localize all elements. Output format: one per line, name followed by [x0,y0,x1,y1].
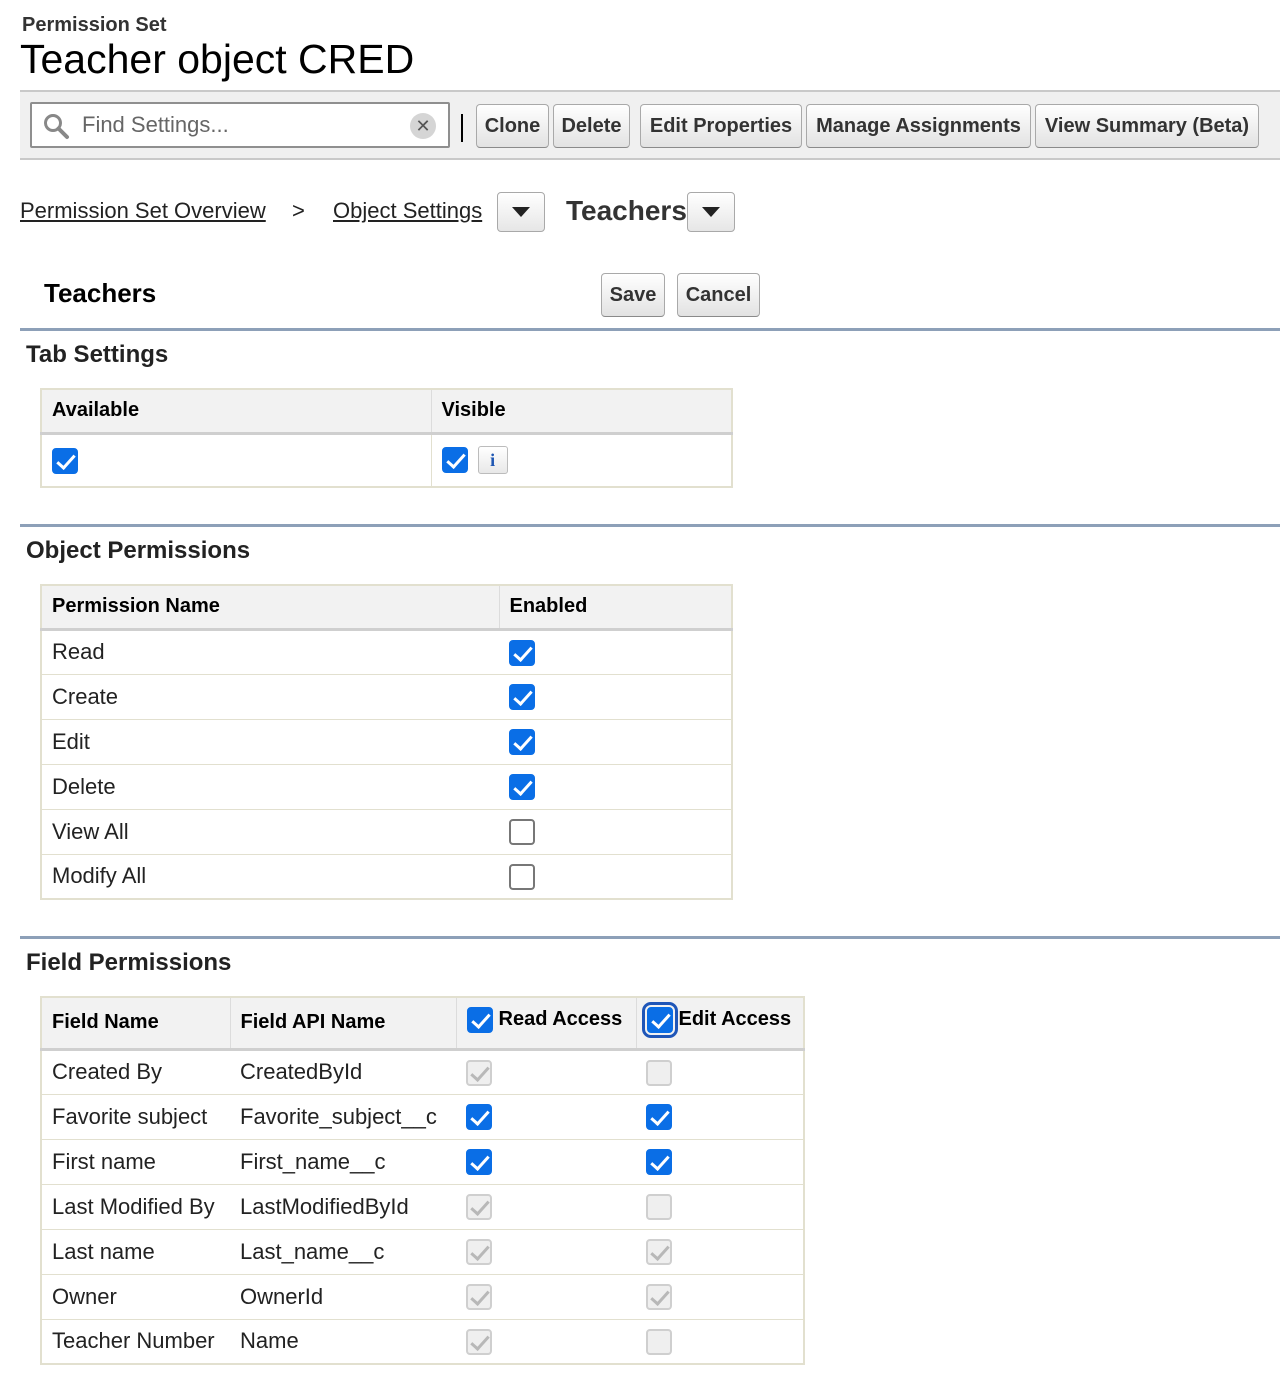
read-access-label: Read Access [498,1008,623,1031]
edit-access-checkbox [646,1284,672,1310]
enabled-cell [499,674,732,719]
enabled-checkbox[interactable] [509,684,535,710]
read-access-select-all-checkbox[interactable] [467,1007,493,1033]
delete-button[interactable]: Delete [553,104,630,148]
page-title: Teacher object CRED [20,36,415,82]
field-name: Owner [41,1274,230,1319]
edit-properties-button[interactable]: Edit Properties [640,104,802,148]
clear-search-icon[interactable]: ✕ [410,113,436,139]
edit-access-select-all-checkbox[interactable] [647,1007,673,1033]
table-row [41,1274,804,1319]
breadcrumb-separator: > [292,198,305,223]
field-name: Teacher Number [41,1319,230,1364]
edit-access-checkbox [646,1060,672,1086]
visible-checkbox[interactable] [442,447,468,473]
field-name: First name [41,1139,230,1184]
read-access-cell [456,1184,636,1229]
read-access-checkbox [466,1194,492,1220]
edit-access-cell [636,1184,804,1229]
cancel-button[interactable]: Cancel [677,273,760,317]
chevron-down-icon [512,207,530,217]
tab-settings-table [40,388,733,488]
manage-assignments-button[interactable]: Manage Assignments [806,104,1031,148]
table-row [41,1049,804,1094]
permission-name: Delete [41,764,499,809]
column-header-enabled: Enabled [499,585,732,629]
search-icon [42,112,70,140]
object-title: Teachers [44,278,157,308]
edit-access-cell [636,1094,804,1139]
clone-button[interactable]: Clone [476,104,549,148]
permission-name: Modify All [41,854,499,899]
read-access-checkbox [466,1060,492,1086]
column-header-permission-name: Permission Name [41,585,499,629]
field-name: Favorite subject [41,1094,230,1139]
table-row [41,1094,804,1139]
permission-name: Read [41,629,499,674]
enabled-checkbox[interactable] [509,640,535,666]
read-access-checkbox[interactable] [466,1104,492,1130]
read-access-cell [456,1049,636,1094]
field-permissions-heading: Field Permissions [26,949,232,976]
table-row [41,674,732,719]
read-access-checkbox[interactable] [466,1149,492,1175]
enabled-cell [499,629,732,674]
table-row [41,629,732,674]
table-row [41,1229,804,1274]
enabled-cell [499,764,732,809]
column-header-visible: Visible [431,389,732,433]
column-header-field-name: Field Name [41,997,230,1049]
edit-access-cell [636,1139,804,1184]
read-access-checkbox [466,1284,492,1310]
table-row [41,1139,804,1184]
breadcrumb [20,192,760,232]
breadcrumb-object-settings-link[interactable]: Object Settings [333,198,483,223]
object-settings-dropdown[interactable] [497,192,545,232]
enabled-checkbox[interactable] [509,729,535,755]
table-row [41,809,732,854]
column-header-edit-access [636,997,804,1049]
breadcrumb-current: Teachers [566,195,687,226]
toolbar [20,90,1280,160]
read-access-cell [456,1274,636,1319]
field-api-name: Name [230,1319,456,1364]
field-api-name: CreatedById [230,1049,456,1094]
read-access-cell [456,1139,636,1184]
field-name: Created By [41,1049,230,1094]
field-api-name: OwnerId [230,1274,456,1319]
table-row [41,764,732,809]
toolbar-divider [461,114,463,142]
available-cell [41,433,431,487]
section-divider [20,936,1280,939]
column-header-read-access [456,997,636,1049]
permission-name: View All [41,809,499,854]
page-subtitle: Permission Set [22,14,167,36]
table-row [41,854,732,899]
visible-cell [431,433,732,487]
edit-access-label: Edit Access [678,1008,792,1031]
enabled-cell [499,719,732,764]
table-row [41,719,732,764]
enabled-checkbox[interactable] [509,819,535,845]
edit-access-checkbox [646,1194,672,1220]
edit-access-checkbox[interactable] [646,1149,672,1175]
object-dropdown[interactable] [687,192,735,232]
edit-access-checkbox[interactable] [646,1104,672,1130]
field-api-name: First_name__c [230,1139,456,1184]
field-api-name: LastModifiedById [230,1184,456,1229]
chevron-down-icon [702,207,720,217]
column-header-field-api-name: Field API Name [230,997,456,1049]
tab-settings-heading: Tab Settings [26,341,169,368]
object-permissions-table [40,584,733,900]
breadcrumb-overview-link[interactable]: Permission Set Overview [20,198,266,223]
object-permissions-heading: Object Permissions [26,537,251,564]
read-access-checkbox [466,1239,492,1265]
field-name: Last name [41,1229,230,1274]
table-row [41,1184,804,1229]
read-access-checkbox [466,1329,492,1355]
edit-access-cell [636,1274,804,1319]
edit-access-cell [636,1229,804,1274]
field-api-name: Favorite_subject__c [230,1094,456,1139]
info-icon[interactable]: i [478,446,508,474]
permission-name: Edit [41,719,499,764]
save-button[interactable]: Save [601,273,665,317]
enabled-checkbox[interactable] [509,774,535,800]
read-access-cell [456,1229,636,1274]
table-row [41,1319,804,1364]
section-divider [20,524,1280,527]
field-api-name: Last_name__c [230,1229,456,1274]
enabled-cell [499,809,732,854]
column-header-available: Available [41,389,431,433]
read-access-cell [456,1094,636,1139]
read-access-cell [456,1319,636,1364]
section-divider [20,328,1280,331]
permission-name: Create [41,674,499,719]
field-permissions-table [40,996,805,1365]
edit-access-cell [636,1319,804,1364]
view-summary-button[interactable]: View Summary (Beta) [1035,104,1259,148]
edit-access-checkbox [646,1239,672,1265]
search-input[interactable] [80,110,400,140]
find-settings-box[interactable] [30,102,450,148]
edit-access-checkbox [646,1329,672,1355]
field-name: Last Modified By [41,1184,230,1229]
enabled-cell [499,854,732,899]
enabled-checkbox[interactable] [509,864,535,890]
available-checkbox[interactable] [52,448,78,474]
edit-access-cell [636,1049,804,1094]
